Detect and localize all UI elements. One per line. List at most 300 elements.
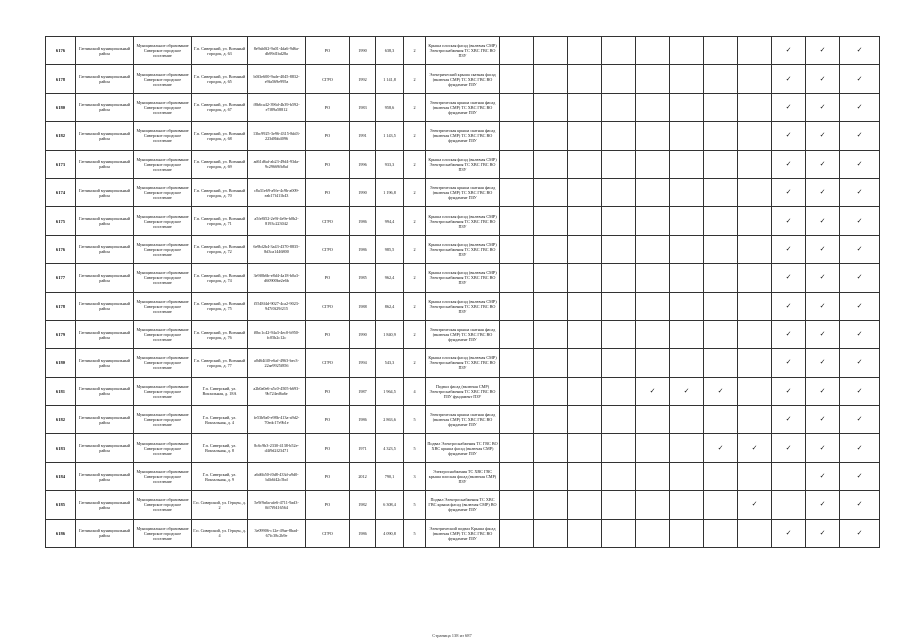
checkmark-icon: ✓ (840, 434, 880, 462)
empty-cell (568, 462, 602, 490)
floors-cell: 2 (404, 93, 426, 121)
empty-cell (500, 406, 534, 434)
year-cell: 1985 (350, 264, 376, 292)
district-cell: Гатчинский муниципальный район (76, 235, 134, 263)
guid-cell: b0f3e600-9ade-4045-8832-e9fa569e995a (248, 65, 306, 93)
empty-cell (534, 37, 568, 65)
empty-cell (568, 235, 602, 263)
empty-cell (738, 292, 772, 320)
guid-cell: f0bc1c42-94a3-4ec0-b950-fc05b2c12c (248, 320, 306, 348)
works-cell: Электрическая крыша скатная фасад (включая СМР) ТС ХВС ГВС ВО фундамент ПЗУ (426, 406, 500, 434)
empty-cell (636, 519, 670, 547)
floors-cell: 5 (404, 519, 426, 547)
checkmark-icon: ✓ (840, 150, 880, 178)
floors-cell: 4 (404, 377, 426, 405)
row-number: 6176 (46, 37, 76, 65)
empty-cell (500, 150, 534, 178)
empty-cell (500, 462, 534, 490)
floors-cell: 2 (404, 264, 426, 292)
empty-cell (636, 207, 670, 235)
empty-cell (602, 377, 636, 405)
area-cell: 638,3 (376, 37, 404, 65)
address-cell: Г.п. Сиверский, ул. Вокзальная, д. 9 (192, 462, 248, 490)
checkmark-icon: ✓ (738, 434, 772, 462)
table-row (46, 462, 880, 490)
address-cell: Г.п. Сиверский, ул. Военный городок, д. 72 (192, 235, 248, 263)
checkmark-icon: ✓ (772, 292, 806, 320)
empty-cell (670, 235, 704, 263)
management-type-cell: РО (306, 150, 350, 178)
management-type-cell: РО (306, 491, 350, 519)
page-number-footer: Страница 138 из 687 (432, 633, 472, 638)
table-row (46, 65, 880, 93)
checkmark-icon: ✓ (806, 377, 840, 405)
table-row (46, 377, 880, 405)
empty-cell (738, 37, 772, 65)
district-cell: Гатчинский муниципальный район (76, 349, 134, 377)
empty-cell (534, 207, 568, 235)
empty-cell (636, 178, 670, 206)
checkmark-icon: ✓ (806, 37, 840, 65)
area-cell: 6 308,4 (376, 491, 404, 519)
empty-cell (500, 235, 534, 263)
empty-cell (602, 37, 636, 65)
table-row (46, 235, 880, 263)
empty-cell (602, 178, 636, 206)
management-type-cell: РО (306, 122, 350, 150)
empty-cell (568, 264, 602, 292)
empty-cell (534, 122, 568, 150)
checkmark-icon: ✓ (806, 65, 840, 93)
empty-cell (602, 406, 636, 434)
address-cell: Г.п. Сиверский, ул. Вокзальная, д. 8 (192, 434, 248, 462)
address-cell: Г.п. Сиверский, ул. Вокзальная, д. 18А (192, 377, 248, 405)
empty-cell (738, 320, 772, 348)
checkmark-icon: ✓ (806, 434, 840, 462)
row-number: 6180 (46, 349, 76, 377)
empty-cell (500, 93, 534, 121)
empty-cell (704, 37, 738, 65)
guid-cell: 3e09906-c12e-49ae-8bad-67fc38c2b9e (248, 519, 306, 547)
empty-cell (500, 122, 534, 150)
district-cell: Гатчинский муниципальный район (76, 320, 134, 348)
empty-cell (534, 406, 568, 434)
works-cell: Крыша плоская фасад (включая СМР) Электроснабжения ТС ХВС ГВС ВО ПЗУ (426, 292, 500, 320)
empty-cell (670, 491, 704, 519)
settlement-cell: Муниципальное образование Сиверское городское поселение (134, 292, 192, 320)
checkmark-icon: ✓ (772, 207, 806, 235)
table-row (46, 37, 880, 65)
empty-cell (738, 207, 772, 235)
checkmark-icon: ✓ (840, 491, 880, 519)
empty-cell (738, 178, 772, 206)
year-cell: 1986 (350, 519, 376, 547)
empty-cell (704, 65, 738, 93)
management-type-cell: РО (306, 377, 350, 405)
row-number: 6179 (46, 320, 76, 348)
district-cell: Гатчинский муниципальный район (76, 434, 134, 462)
checkmark-icon: ✓ (670, 377, 704, 405)
district-cell: Гатчинский муниципальный район (76, 377, 134, 405)
guid-cell: a2b0a0e6-a5c0-4505-b693-9b724ed6a6e (248, 377, 306, 405)
empty-cell (534, 377, 568, 405)
floors-cell: 2 (404, 207, 426, 235)
checkmark-icon: ✓ (772, 235, 806, 263)
checkmark-icon: ✓ (704, 434, 738, 462)
checkmark-icon: ✓ (772, 264, 806, 292)
settlement-cell: Муниципальное образование Сиверское городское поселение (134, 122, 192, 150)
checkmark-icon: ✓ (806, 264, 840, 292)
management-type-cell: СГРО (306, 65, 350, 93)
floors-cell: 2 (404, 122, 426, 150)
guid-cell: f5548f4d-9027-4ca2-9023-947f0f29f215 (248, 292, 306, 320)
empty-cell (636, 264, 670, 292)
empty-cell (534, 491, 568, 519)
management-type-cell: СГРО (306, 207, 350, 235)
address-cell: Г.п. Сиверский, ул. Герцен, д. 4 (192, 519, 248, 547)
empty-cell (602, 122, 636, 150)
empty-cell (500, 434, 534, 462)
checkmark-icon: ✓ (840, 93, 880, 121)
guid-cell: f8b6ca42-396d-4b39-b592-e7f89a58812 (248, 93, 306, 121)
area-cell: 1 840,9 (376, 320, 404, 348)
row-number: 6182 (46, 406, 76, 434)
district-cell: Гатчинский муниципальный район (76, 406, 134, 434)
checkmark-icon: ✓ (806, 462, 840, 490)
empty-cell (670, 37, 704, 65)
year-cell: 1988 (350, 292, 376, 320)
address-cell: Г.п. Сиверский, ул. Военный городок, д. 74 (192, 264, 248, 292)
address-cell: Г.п. Сиверский, ул. Военный городок, д. 67 (192, 93, 248, 121)
floors-cell: 2 (404, 178, 426, 206)
empty-cell (704, 406, 738, 434)
works-cell: Электрическая крыша скатная фасад (включая СМР) ТС ХВС ГВС ВО фундамент ПЗУ (426, 93, 500, 121)
works-cell: Электрическая крыша скатная фасад (включая СМР) ТС ХВС ГВС ВО фундамент ПЗУ (426, 320, 500, 348)
empty-cell (602, 65, 636, 93)
table-row (46, 519, 880, 547)
checkmark-icon: ✓ (772, 377, 806, 405)
empty-cell (568, 406, 602, 434)
table-row (46, 349, 880, 377)
works-cell: Электрический крыша скатная фасад (включая СМР) ТС ХВС ГВС ВО фундамент ПЗУ (426, 65, 500, 93)
empty-cell (534, 462, 568, 490)
guid-cell: 8c6c9b3-2330-4138-b52e-d4f9d2f23471 (248, 434, 306, 462)
empty-cell (602, 320, 636, 348)
empty-cell (500, 207, 534, 235)
floors-cell: 2 (404, 292, 426, 320)
floors-cell: 2 (404, 150, 426, 178)
settlement-cell: Муниципальное образование Сиверское городское поселение (134, 462, 192, 490)
empty-cell (738, 264, 772, 292)
checkmark-icon: ✓ (772, 150, 806, 178)
empty-cell (738, 93, 772, 121)
empty-cell (704, 264, 738, 292)
year-cell: 1990 (350, 320, 376, 348)
settlement-cell: Муниципальное образование Сиверское городское поселение (134, 349, 192, 377)
settlement-cell: Муниципальное образование Сиверское городское поселение (134, 235, 192, 263)
checkmark-icon: ✓ (806, 406, 840, 434)
row-number: 6184 (46, 462, 76, 490)
district-cell: Гатчинский муниципальный район (76, 150, 134, 178)
address-cell: Г.п. Сиверский, ул. Военный городок, д. 68 (192, 122, 248, 150)
guid-cell: 13bc9925-3e96-4315-8dd3-223d8bb4096 (248, 122, 306, 150)
floors-cell: 5 (404, 434, 426, 462)
empty-cell (636, 434, 670, 462)
empty-cell (534, 519, 568, 547)
address-cell: Г.п. Сиверский, ул. Военный городок, д. 77 (192, 349, 248, 377)
guid-cell: a5fe8f52-2e9f-4e9e-b0b2-8193c223042 (248, 207, 306, 235)
empty-cell (670, 462, 704, 490)
empty-cell (500, 320, 534, 348)
empty-cell (772, 491, 806, 519)
empty-cell (500, 377, 534, 405)
checkmark-icon: ✓ (840, 37, 880, 65)
guid-cell: 6e9bf2b4-3a43-4370-8835-8d3ca1446800 (248, 235, 306, 263)
district-cell: Гатчинский муниципальный район (76, 264, 134, 292)
row-number: 6186 (46, 519, 76, 547)
empty-cell (738, 406, 772, 434)
empty-cell (704, 93, 738, 121)
guid-cell: c8a31e69-a9fe-4c9b-a009-eab17f411b43 (248, 178, 306, 206)
empty-cell (568, 178, 602, 206)
row-number: 6176 (46, 235, 76, 263)
year-cell: 1987 (350, 377, 376, 405)
district-cell: Гатчинский муниципальный район (76, 122, 134, 150)
works-cell: Электрическая крыша скатная фасад (включая СМР) ТС ХВС ГВС ВО фундамент ПЗУ (426, 122, 500, 150)
guid-cell: 5e9f9a6a-afe6-4711-9ad3-0ff7f9416564 (248, 491, 306, 519)
guid-cell: 3e9f0b6b-e8d4-4a18-b0a3-d60900be2e6b (248, 264, 306, 292)
empty-cell (704, 122, 738, 150)
empty-cell (704, 150, 738, 178)
management-type-cell: РО (306, 178, 350, 206)
settlement-cell: Муниципальное образование Сиверское городское поселение (134, 178, 192, 206)
empty-cell (670, 264, 704, 292)
empty-cell (704, 178, 738, 206)
row-number: 6178 (46, 292, 76, 320)
table-row (46, 406, 880, 434)
empty-cell (738, 122, 772, 150)
empty-cell (602, 150, 636, 178)
checkmark-icon: ✓ (772, 93, 806, 121)
checkmark-icon: ✓ (738, 491, 772, 519)
checkmark-icon: ✓ (806, 150, 840, 178)
row-number: 6177 (46, 264, 76, 292)
year-cell: 1996 (350, 150, 376, 178)
empty-cell (670, 93, 704, 121)
area-cell: 933,3 (376, 150, 404, 178)
row-number: 6183 (46, 434, 76, 462)
checkmark-icon: ✓ (806, 349, 840, 377)
checkmark-icon: ✓ (772, 320, 806, 348)
checkmark-icon: ✓ (840, 207, 880, 235)
empty-cell (636, 235, 670, 263)
works-cell: Крыша плоская фасад (включая СМР) Электроснабжения ТС ХВС ГВС ВО ПЗУ (426, 264, 500, 292)
district-cell: Гатчинский муниципальный район (76, 462, 134, 490)
year-cell: 2012 (350, 462, 376, 490)
empty-cell (670, 122, 704, 150)
address-cell: Г.п. Сиверский, ул. Военный городок, д. 70 (192, 178, 248, 206)
address-cell: Г.п. Сиверский, ул. Герцен, д. 2 (192, 491, 248, 519)
year-cell: 1990 (350, 37, 376, 65)
management-type-cell: СГРО (306, 349, 350, 377)
area-cell: 985,5 (376, 235, 404, 263)
checkmark-icon: ✓ (806, 519, 840, 547)
checkmark-icon: ✓ (840, 462, 880, 490)
year-cell: 1990 (350, 178, 376, 206)
checkmark-icon: ✓ (806, 320, 840, 348)
floors-cell: 2 (404, 235, 426, 263)
checkmark-icon: ✓ (806, 491, 840, 519)
empty-cell (500, 491, 534, 519)
empty-cell (636, 292, 670, 320)
address-cell: Г.п. Сиверский, ул. Военный городок, д. 65 (192, 65, 248, 93)
area-cell: 1 196,8 (376, 178, 404, 206)
works-cell: Подвал Электроснабжения ТС ХВС ГВС крыша фасад (включая СМР) ВО фундамент ПЗУ (426, 491, 500, 519)
empty-cell (704, 349, 738, 377)
district-cell: Гатчинский муниципальный район (76, 178, 134, 206)
year-cell: 1992 (350, 65, 376, 93)
settlement-cell: Муниципальное образование Сиверское городское поселение (134, 93, 192, 121)
empty-cell (534, 264, 568, 292)
empty-cell (738, 462, 772, 490)
management-type-cell: СГРО (306, 235, 350, 263)
checkmark-icon: ✓ (840, 178, 880, 206)
row-number: 6181 (46, 377, 76, 405)
settlement-cell: Муниципальное образование Сиверское городское поселение (134, 491, 192, 519)
settlement-cell: Муниципальное образование Сиверское городское поселение (134, 406, 192, 434)
table-row (46, 292, 880, 320)
empty-cell (602, 349, 636, 377)
empty-cell (636, 491, 670, 519)
empty-cell (670, 519, 704, 547)
empty-cell (534, 65, 568, 93)
empty-cell (568, 65, 602, 93)
empty-cell (500, 65, 534, 93)
management-type-cell: РО (306, 320, 350, 348)
floors-cell: 5 (404, 491, 426, 519)
year-cell: 1986 (350, 207, 376, 235)
checkmark-icon: ✓ (840, 65, 880, 93)
empty-cell (568, 434, 602, 462)
table-row (46, 491, 880, 519)
empty-cell (602, 235, 636, 263)
empty-cell (738, 349, 772, 377)
guid-cell: a6d6b50-f0d8-433d-a9d0-b4b6f42c5bd (248, 462, 306, 490)
area-cell: 2 863,6 (376, 406, 404, 434)
empty-cell (602, 434, 636, 462)
empty-cell (568, 122, 602, 150)
checkmark-icon: ✓ (840, 519, 880, 547)
empty-cell (500, 349, 534, 377)
checkmark-icon: ✓ (772, 406, 806, 434)
floors-cell: 2 (404, 349, 426, 377)
empty-cell (670, 406, 704, 434)
row-number: 6174 (46, 178, 76, 206)
row-number: 6182 (46, 122, 76, 150)
empty-cell (636, 349, 670, 377)
settlement-cell: Муниципальное образование Сиверское городское поселение (134, 434, 192, 462)
empty-cell (534, 93, 568, 121)
empty-cell (670, 292, 704, 320)
management-type-cell: РО (306, 434, 350, 462)
district-cell: Гатчинский муниципальный район (76, 292, 134, 320)
checkmark-icon: ✓ (772, 65, 806, 93)
floors-cell: 2 (404, 320, 426, 348)
settlement-cell: Муниципальное образование Сиверское городское поселение (134, 150, 192, 178)
year-cell: 1986 (350, 235, 376, 263)
checkmark-icon: ✓ (840, 377, 880, 405)
empty-cell (670, 178, 704, 206)
management-type-cell: РО (306, 462, 350, 490)
area-cell: 4 090,8 (376, 519, 404, 547)
table-row (46, 150, 880, 178)
settlement-cell: Муниципальное образование Сиверское городское поселение (134, 207, 192, 235)
empty-cell (534, 292, 568, 320)
checkmark-icon: ✓ (806, 93, 840, 121)
address-cell: Г.п. Сиверский, ул. Военный городок, д. 69 (192, 150, 248, 178)
empty-cell (636, 65, 670, 93)
empty-cell (568, 349, 602, 377)
empty-cell (704, 235, 738, 263)
management-type-cell: РО (306, 93, 350, 121)
empty-cell (534, 320, 568, 348)
area-cell: 958,6 (376, 93, 404, 121)
table-row (46, 207, 880, 235)
guid-cell: ad61d6af-ab23-49d4-93da-9c29669fb8af (248, 150, 306, 178)
empty-cell (534, 349, 568, 377)
empty-cell (602, 292, 636, 320)
management-type-cell: СГРО (306, 519, 350, 547)
year-cell: 1991 (350, 122, 376, 150)
checkmark-icon: ✓ (806, 122, 840, 150)
empty-cell (500, 519, 534, 547)
area-cell: 862,4 (376, 292, 404, 320)
empty-cell (602, 491, 636, 519)
address-cell: Г.п. Сиверский, ул. Вокзальная, д. 4 (192, 406, 248, 434)
area-cell: 543,3 (376, 349, 404, 377)
empty-cell (704, 491, 738, 519)
empty-cell (534, 434, 568, 462)
management-type-cell: РО (306, 264, 350, 292)
checkmark-icon: ✓ (840, 292, 880, 320)
empty-cell (636, 93, 670, 121)
empty-cell (670, 150, 704, 178)
settlement-cell: Муниципальное образование Сиверское городское поселение (134, 65, 192, 93)
works-cell: Электрический подвал Крыша фасад (включая СМР) ТС ХВС ГВС ВО фундамент ПЗУ (426, 519, 500, 547)
area-cell: 1 964,5 (376, 377, 404, 405)
row-number: 6175 (46, 207, 76, 235)
empty-cell (534, 235, 568, 263)
checkmark-icon: ✓ (840, 320, 880, 348)
empty-cell (568, 37, 602, 65)
guid-cell: 8e9ab0f2-9a01-4da6-9d6a-db99d1bd28a (248, 37, 306, 65)
works-cell: Крыша плоская фасад (включая СМР) Электроснабжения ТС ХВС ГВС ВО ПЗУ (426, 349, 500, 377)
area-cell: 4 323,5 (376, 434, 404, 462)
empty-cell (568, 93, 602, 121)
table-row (46, 320, 880, 348)
district-cell: Гатчинский муниципальный район (76, 491, 134, 519)
area-cell: 994,4 (376, 207, 404, 235)
address-cell: Г.п. Сиверский, ул. Военный городок, д. 75 (192, 292, 248, 320)
checkmark-icon: ✓ (840, 235, 880, 263)
checkmark-icon: ✓ (772, 519, 806, 547)
management-type-cell: СГРО (306, 292, 350, 320)
empty-cell (636, 406, 670, 434)
checkmark-icon: ✓ (806, 178, 840, 206)
empty-cell (500, 178, 534, 206)
empty-cell (704, 320, 738, 348)
empty-cell (602, 207, 636, 235)
